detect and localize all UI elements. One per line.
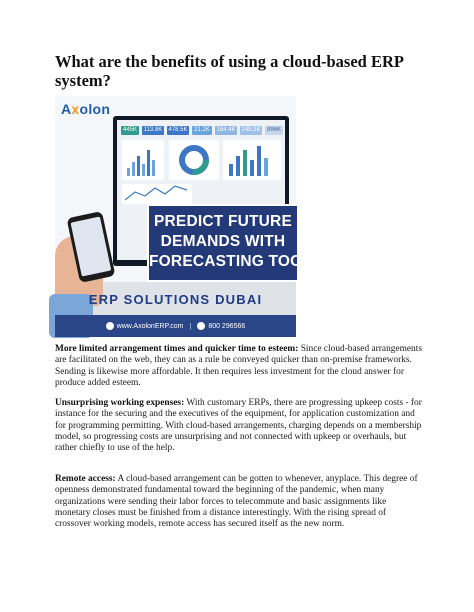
- kpi-tile: 445K: [122, 127, 137, 133]
- kpi-tile: 478.5K: [168, 127, 188, 133]
- headline-line: DEMANDS WITH: [160, 233, 286, 250]
- website-contact: www.AxolonERP.com: [106, 322, 184, 330]
- paragraph-text: A cloud-based arrangement can be gotten to whenever, anyplace. This degree of openness demonstrated fundamental toward the beginning of the pandemic, when many organizations were sending their labor forces to telecommute and basic assignments like monetary closes must be finished from a distance interestingly. With the rising spread of crossover working models, remote access has secured itself as the new norm.: [55, 474, 418, 530]
- axolon-logo: Axolon: [61, 101, 111, 117]
- promo-banner-image: [55, 96, 323, 337]
- page-title: What are the benefits of using a cloud-based ERP system?: [55, 52, 404, 90]
- paragraph-operating-expenses: [55, 398, 423, 454]
- headline-ribbon: [147, 204, 323, 282]
- paragraph-text: Since cloud-based arrangements are facilitated on the web, they can as a rule be conveyed quicker than on-premise frameworks. Sending is likewise more affordable. It then requires less investment for the cloud answer for produce added esteem.: [55, 344, 422, 388]
- kpi-tile: 249.2K: [241, 127, 261, 133]
- phone-contact: 800 296566: [197, 322, 245, 330]
- paragraph-heading: Remote access:: [55, 474, 116, 484]
- banner-subheading: ERP SOLUTIONS DUBAI: [88, 292, 263, 307]
- kpi-tile: 113.8K: [143, 127, 163, 133]
- globe-icon: [106, 322, 114, 330]
- paragraph-heading: Unsurprising working expenses:: [55, 398, 185, 408]
- contact-bar: [55, 315, 296, 337]
- paragraph-text: With customary ERPs, there are progressing upkeep costs - for instance for the securing and the executives of the equipment, for application customization and for programming permitting. With cloud-based arrangements, charging depends on a membership model, so progressing costs are unsurprising and not connected with upkeep or overhauls, but rather chiefly to use of the help.: [55, 398, 422, 454]
- kpi-tile: 896K: [266, 127, 281, 133]
- headline-line: PREDICT FUTURE: [154, 213, 292, 230]
- separator: |: [189, 322, 192, 330]
- paragraph-remote-access: [55, 474, 423, 530]
- phone-icon: [197, 322, 205, 330]
- paragraph-arrangement-times: [55, 344, 423, 389]
- paragraph-heading: More limited arrangement times and quicker time to esteem:: [55, 344, 299, 354]
- kpi-tile: 184.4K: [216, 127, 236, 133]
- headline-line: FORECASTING TOOLS: [149, 253, 323, 270]
- kpi-tile: 21.2K: [192, 126, 212, 135]
